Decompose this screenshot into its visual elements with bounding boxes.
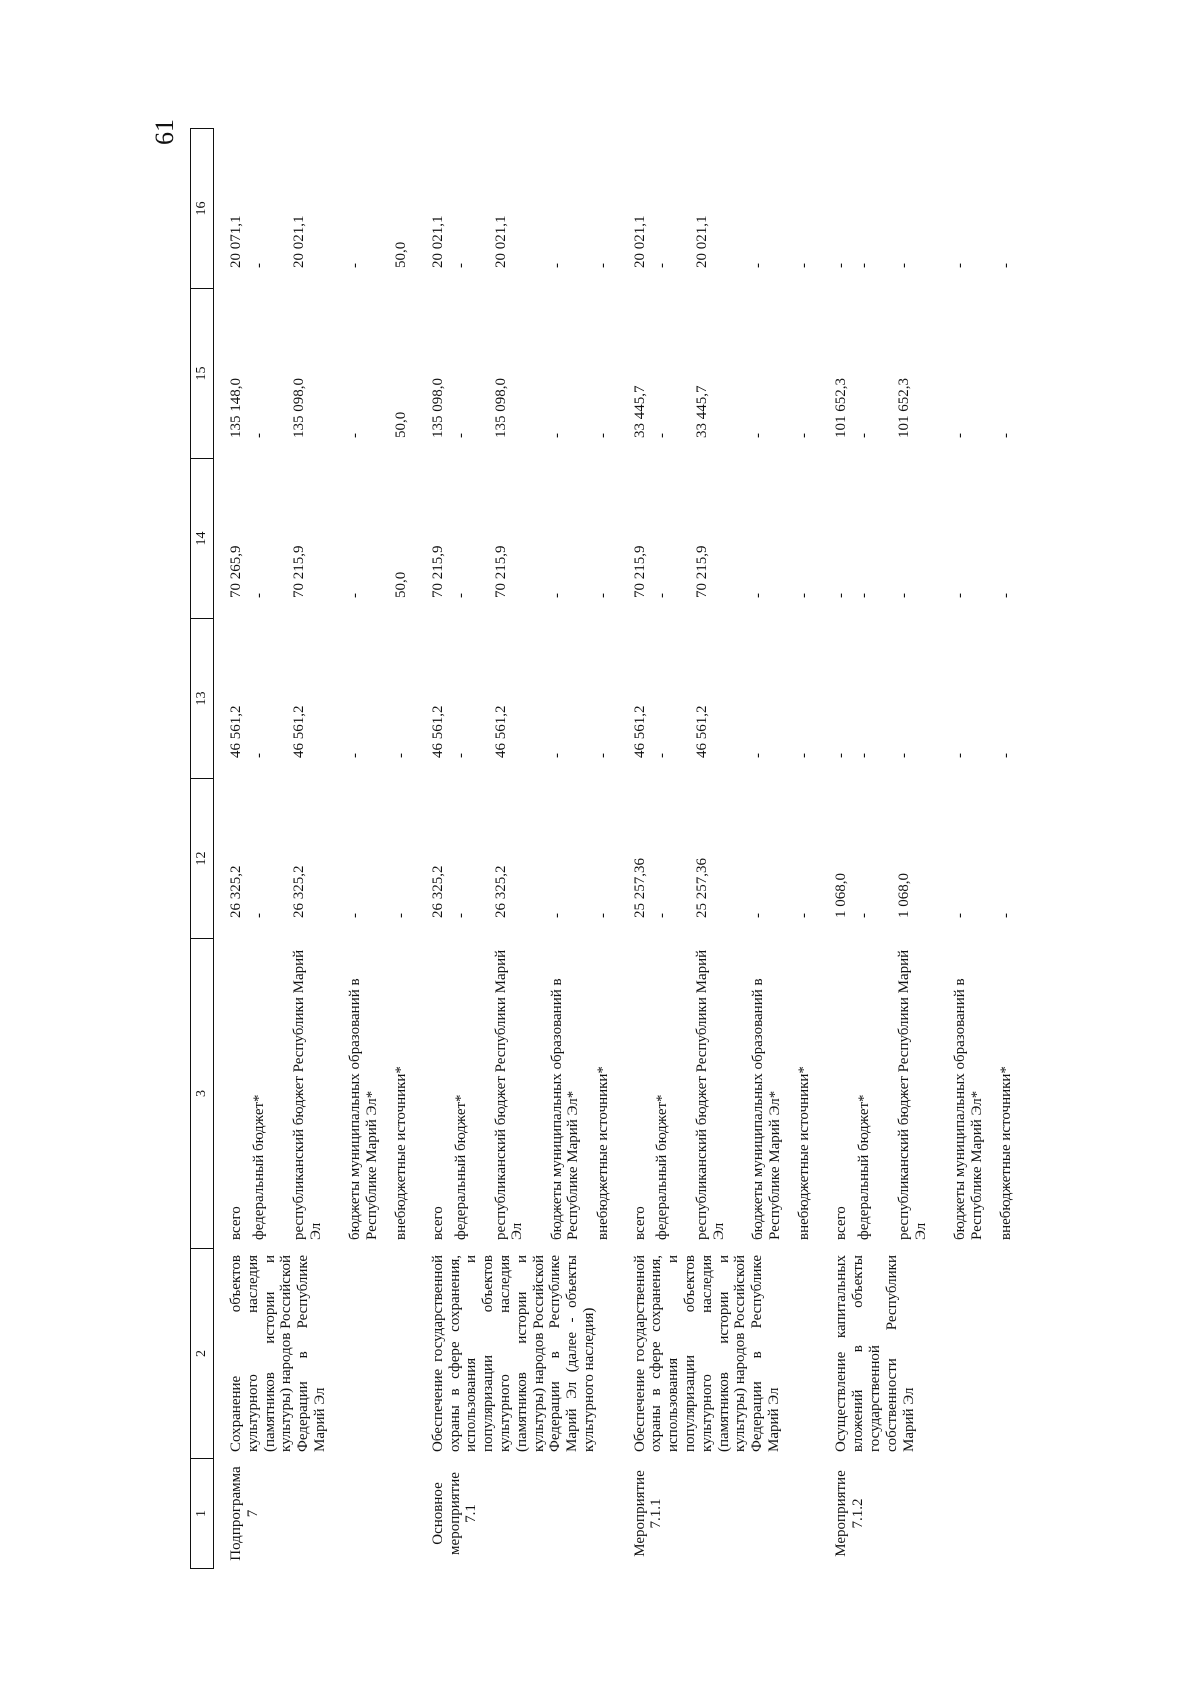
value-cell-14: 70 215,9 <box>631 545 648 598</box>
value-cell-14: - <box>452 592 469 598</box>
value-cell-16: - <box>250 262 267 268</box>
funding-source: всего <box>228 1205 244 1240</box>
value-cell-15: 135 098,0 <box>290 377 307 438</box>
value-cell-16: 20 021,1 <box>429 215 446 268</box>
value-cell-12: - <box>392 912 409 918</box>
rotated-page <box>120 79 1080 1619</box>
value-cell-14: 70 215,9 <box>429 545 446 598</box>
table-row <box>416 128 450 1568</box>
value-cell-13: - <box>452 752 469 758</box>
column-header: 3 <box>191 938 214 1248</box>
value-cell-15: 101 652,3 <box>896 377 913 438</box>
funding-source: республиканский бюджет Республики Марий Эл <box>492 949 526 1240</box>
column-header: 14 <box>191 458 214 618</box>
value-cell-13: - <box>833 752 850 758</box>
value-cell-15: 33 445,7 <box>694 385 711 438</box>
value-cell-12: - <box>856 912 873 918</box>
table-row <box>214 128 248 1568</box>
value-cell-15: - <box>594 432 611 438</box>
table-row <box>618 128 652 1568</box>
value-cell-14: 70 215,9 <box>492 545 509 598</box>
column-header: 1 <box>191 1458 214 1568</box>
funding-source: федеральный бюджет* <box>250 1093 267 1240</box>
value-cell-14: - <box>346 592 363 598</box>
value-cell-15: 135 098,0 <box>429 377 446 438</box>
value-cell-13: 46 561,2 <box>228 705 244 758</box>
funding-source: внебюджетные источники* <box>594 1065 611 1240</box>
value-cell-15: - <box>452 432 469 438</box>
value-cell-13: 46 561,2 <box>429 705 446 758</box>
value-cell-13: - <box>250 752 267 758</box>
value-cell-14: - <box>796 592 813 598</box>
value-cell-14: 50,0 <box>392 571 409 598</box>
value-cell-12: 25 257,36 <box>694 857 711 918</box>
funding-source: бюджеты муниципальных образований в Республике Марий Эл* <box>548 977 582 1240</box>
value-cell-12: - <box>750 912 767 918</box>
value-cell-14: - <box>548 592 565 598</box>
funding-source: федеральный бюджет* <box>856 1093 873 1240</box>
value-cell-13: - <box>654 752 671 758</box>
value-cell-16: - <box>856 262 873 268</box>
value-cell-14: 70 215,9 <box>290 545 307 598</box>
item-name: Обеспечение государственной охраны в сфере сохранения, использования и популяризации объектов культурного наследия (памятников истории и культуры) народов Российской Федерации в Республике Марий Эл (далее - объекты культурного наследия) <box>429 1254 597 1452</box>
funding-source: республиканский бюджет Республики Марий Эл <box>896 949 929 1240</box>
value-cell-16: - <box>833 262 850 268</box>
value-cell-15: 50,0 <box>392 411 409 438</box>
value-cell-15: 135 148,0 <box>228 377 244 438</box>
value-cell-16: - <box>796 262 813 268</box>
value-cell-14: - <box>856 592 873 598</box>
value-cell-13: 46 561,2 <box>290 705 307 758</box>
page-number: 61 <box>150 118 179 145</box>
value-cell-13: - <box>346 752 363 758</box>
funding-source: всего <box>429 1205 446 1240</box>
value-cell-13: - <box>952 752 969 758</box>
value-cell-14: - <box>750 592 767 598</box>
value-cell-15: - <box>952 432 969 438</box>
funding-source: всего <box>631 1205 648 1240</box>
funding-source: внебюджетные источники* <box>796 1065 813 1240</box>
value-cell-15: - <box>548 432 565 438</box>
value-cell-16: 20 021,1 <box>290 215 307 268</box>
item-code: Основное мероприятие 7.1 <box>429 1471 480 1555</box>
funding-source: всего <box>833 1205 850 1240</box>
value-cell-16: - <box>654 262 671 268</box>
value-cell-13: - <box>856 752 873 758</box>
item-code: Подпрограмма 7 <box>228 1465 261 1561</box>
funding-source: бюджеты муниципальных образований в Республике Марий Эл* <box>750 977 784 1240</box>
column-header: 15 <box>191 288 214 458</box>
value-cell-12: 26 325,2 <box>290 865 307 918</box>
value-cell-16: - <box>594 262 611 268</box>
item-code: Мероприятие 7.1.2 <box>833 1469 867 1557</box>
value-cell-12: - <box>346 912 363 918</box>
budget-table <box>190 128 1021 1569</box>
value-cell-16: - <box>896 262 913 268</box>
column-header: 13 <box>191 618 214 778</box>
item-name: Обеспечение государственной охраны в сфере сохранения, использования и популяризации объектов культурного наследия (памятников истории и культуры) народов Российской Федерации в Республике Марий Эл <box>631 1254 782 1452</box>
value-cell-13: - <box>896 752 913 758</box>
value-cell-15: 101 652,3 <box>833 377 850 438</box>
value-cell-12: 26 325,2 <box>429 865 446 918</box>
value-cell-16: - <box>346 262 363 268</box>
value-cell-16: - <box>750 262 767 268</box>
value-cell-12: 1 068,0 <box>833 872 850 918</box>
value-cell-15: - <box>856 432 873 438</box>
value-cell-12: 26 325,2 <box>492 865 509 918</box>
value-cell-13: 46 561,2 <box>631 705 648 758</box>
value-cell-12: - <box>952 912 969 918</box>
value-cell-16: - <box>998 262 1015 268</box>
value-cell-16: - <box>452 262 469 268</box>
value-cell-16: 20 021,1 <box>492 215 509 268</box>
table-row <box>819 128 853 1568</box>
column-header: 2 <box>191 1248 214 1458</box>
value-cell-13: - <box>796 752 813 758</box>
value-cell-14: - <box>833 592 850 598</box>
value-cell-12: 1 068,0 <box>896 872 913 918</box>
funding-source: внебюджетные источники* <box>392 1065 409 1240</box>
item-name: Осуществление капитальных вложений в объекты государственной собственности Республики Марий Эл <box>833 1254 917 1452</box>
value-cell-14: - <box>896 592 913 598</box>
value-cell-14: - <box>250 592 267 598</box>
funding-source: республиканский бюджет Республики Марий Эл <box>290 949 324 1240</box>
column-header: 16 <box>191 128 214 288</box>
value-cell-15: - <box>250 432 267 438</box>
value-cell-13: - <box>594 752 611 758</box>
value-cell-12: - <box>548 912 565 918</box>
funding-source: внебюджетные источники* <box>998 1065 1015 1240</box>
value-cell-15: - <box>654 432 671 438</box>
value-cell-15: - <box>796 432 813 438</box>
value-cell-12: - <box>594 912 611 918</box>
value-cell-16: - <box>548 262 565 268</box>
value-cell-13: 46 561,2 <box>492 705 509 758</box>
value-cell-14: 70 265,9 <box>228 545 244 598</box>
value-cell-13: - <box>392 752 409 758</box>
value-cell-15: - <box>346 432 363 438</box>
value-cell-16: 20 021,1 <box>694 215 711 268</box>
funding-source: бюджеты муниципальных образований в Республике Марий Эл* <box>346 977 380 1240</box>
item-name: Сохранение объектов культурного наследия (памятников истории и культуры) народов Российской Федерации в Республике Марий Эл <box>228 1254 328 1452</box>
value-cell-14: - <box>654 592 671 598</box>
funding-source: федеральный бюджет* <box>654 1093 671 1240</box>
value-cell-15: 33 445,7 <box>631 385 648 438</box>
value-cell-12: 25 257,36 <box>631 857 648 918</box>
value-cell-15: - <box>750 432 767 438</box>
value-cell-12: - <box>796 912 813 918</box>
value-cell-15: 135 098,0 <box>492 377 509 438</box>
value-cell-16: 20 021,1 <box>631 215 648 268</box>
value-cell-12: - <box>998 912 1015 918</box>
value-cell-13: - <box>548 752 565 758</box>
value-cell-14: - <box>998 592 1015 598</box>
column-number-row <box>191 128 214 1568</box>
funding-source: федеральный бюджет* <box>452 1093 469 1240</box>
value-cell-12: - <box>250 912 267 918</box>
table-body <box>214 128 1022 1568</box>
column-header: 12 <box>191 778 214 938</box>
value-cell-13: - <box>998 752 1015 758</box>
value-cell-16: - <box>952 262 969 268</box>
value-cell-14: - <box>952 592 969 598</box>
value-cell-15: - <box>998 432 1015 438</box>
value-cell-13: 46 561,2 <box>694 705 711 758</box>
value-cell-12: - <box>452 912 469 918</box>
item-code: Мероприятие 7.1.1 <box>631 1469 665 1557</box>
value-cell-12: 26 325,2 <box>228 865 244 918</box>
value-cell-16: 20 071,1 <box>228 215 244 268</box>
value-cell-16: 50,0 <box>392 241 409 268</box>
value-cell-12: - <box>654 912 671 918</box>
value-cell-14: - <box>594 592 611 598</box>
funding-source: бюджеты муниципальных образований в Республике Марий Эл* <box>952 977 985 1240</box>
value-cell-13: - <box>750 752 767 758</box>
value-cell-14: 70 215,9 <box>694 545 711 598</box>
funding-source: республиканский бюджет Республики Марий Эл <box>694 949 728 1240</box>
